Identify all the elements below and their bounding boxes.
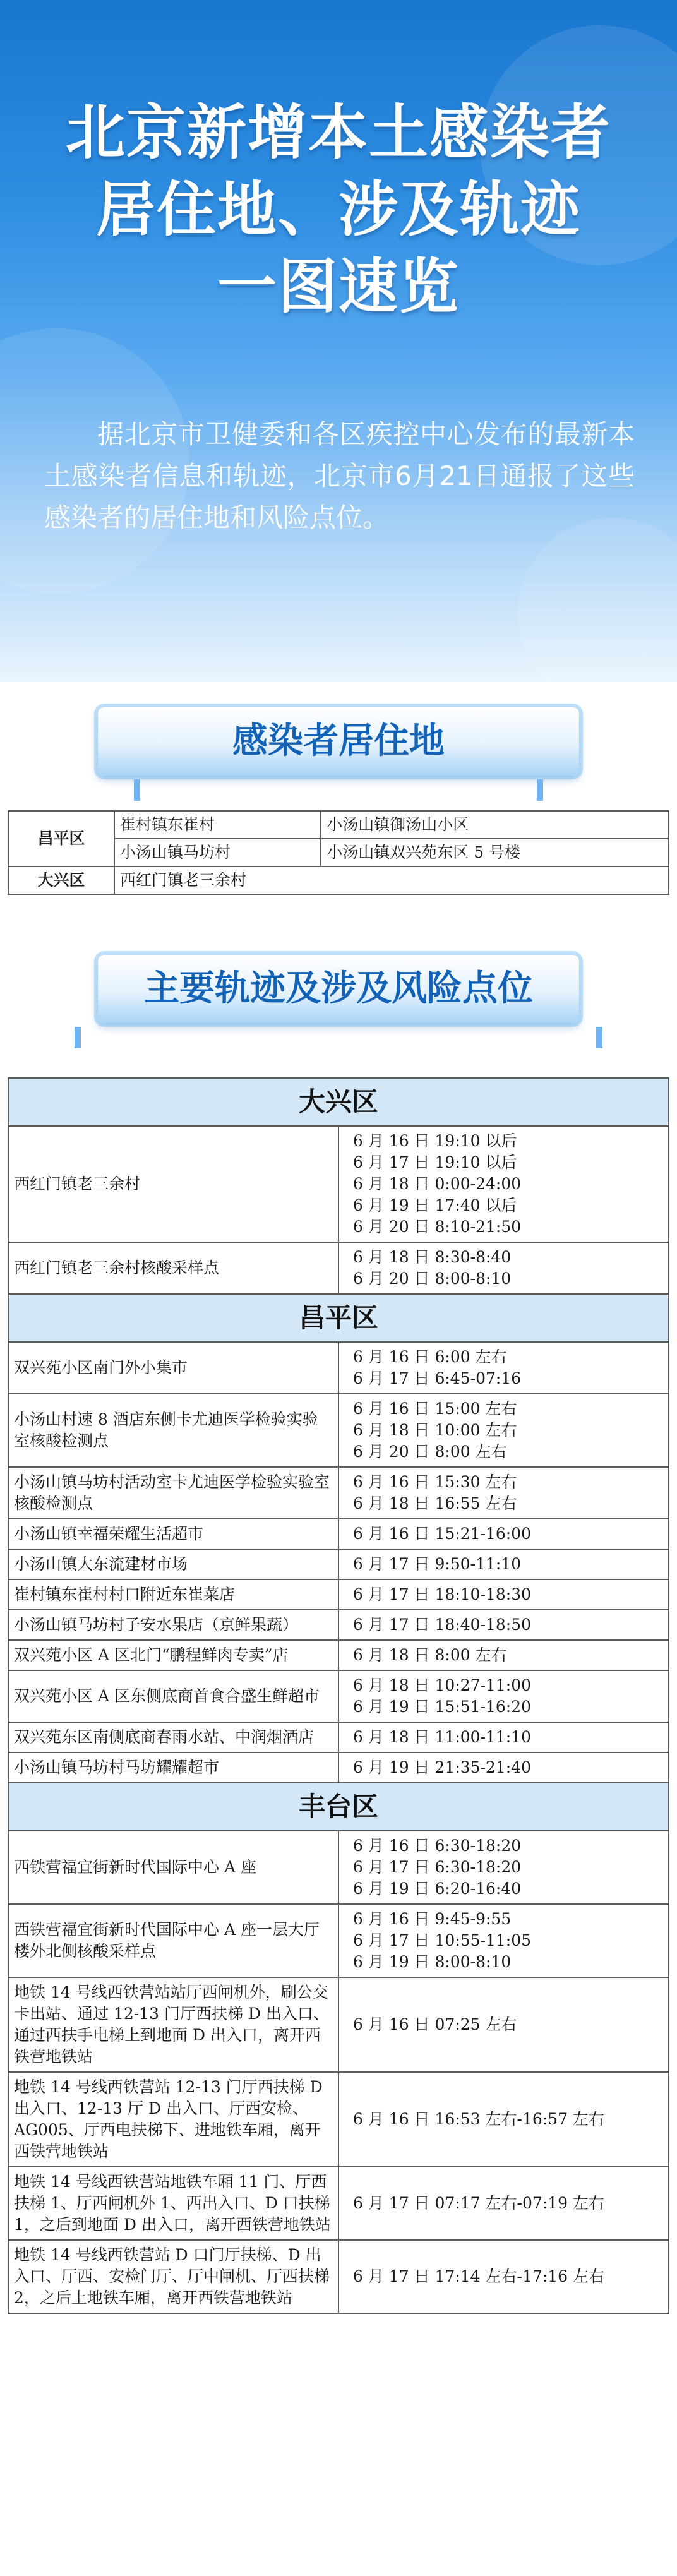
table-row	[8, 2072, 669, 2167]
time-entry: 6 月 19 日 8:00-8:10	[353, 1953, 512, 1971]
time-cell	[338, 1977, 669, 2072]
table-row	[8, 1519, 669, 1549]
table-row	[8, 1126, 669, 1242]
time-entry: 6 月 16 日 6:00 左右	[353, 1348, 507, 1366]
district-name: 丰台区	[8, 1783, 669, 1831]
table-row	[8, 1904, 669, 1977]
district-name: 大兴区	[8, 1078, 669, 1126]
time-cell	[338, 1831, 669, 1904]
table-row	[8, 2167, 669, 2240]
time-entry: 6 月 17 日 6:45-07:16	[353, 1369, 522, 1387]
residence-heading: 感染者居住地	[98, 707, 579, 776]
time-entry: 6 月 16 日 07:25 左右	[353, 2015, 517, 2034]
time-entry: 6 月 20 日 8:00 左右	[353, 1442, 507, 1461]
table-row	[8, 1549, 669, 1579]
table-row	[8, 866, 669, 894]
residence-cell: 西红门镇老三余村	[114, 866, 669, 894]
time-cell	[338, 1467, 669, 1519]
location-cell: 地铁 14 号线西铁营站 D 口门厅扶梯、D 出入口、厅西、安检门厅、厅中闸机、厅西扶梯 2，之后上地铁车厢，离开西铁营地铁站	[8, 2240, 338, 2313]
table-row	[8, 1640, 669, 1670]
time-entry: 6 月 16 日 15:21-16:00	[353, 1525, 532, 1543]
tracks-heading: 主要轨迹及涉及风险点位	[98, 955, 579, 1023]
location-cell: 小汤山镇马坊村子安水果店（京鲜果蔬）	[8, 1610, 338, 1640]
table-row	[8, 1977, 669, 2072]
location-cell: 小汤山镇马坊村马坊耀耀超市	[8, 1752, 338, 1783]
time-entry: 6 月 17 日 9:50-11:10	[353, 1555, 522, 1573]
table-row	[8, 1242, 669, 1294]
time-entry: 6 月 18 日 16:55 左右	[353, 1494, 517, 1513]
time-cell	[338, 1670, 669, 1722]
district-name: 昌平区	[8, 811, 114, 866]
time-cell	[338, 1519, 669, 1549]
table-row	[8, 1722, 669, 1752]
time-entry: 6 月 17 日 18:10-18:30	[353, 1585, 532, 1603]
time-entry: 6 月 18 日 11:00-11:10	[353, 1728, 532, 1746]
residence-cell: 小汤山镇御汤山小区	[321, 811, 669, 839]
time-cell	[338, 2072, 669, 2167]
header-banner	[0, 0, 677, 682]
time-entry: 6 月 19 日 6:20-16:40	[353, 1879, 522, 1898]
residence-table	[8, 810, 669, 895]
time-cell	[338, 1904, 669, 1977]
time-entry: 6 月 19 日 21:35-21:40	[353, 1758, 532, 1776]
time-cell	[338, 1549, 669, 1579]
time-cell	[338, 1579, 669, 1610]
table-row	[8, 1752, 669, 1783]
time-cell	[338, 1640, 669, 1670]
location-cell: 西铁营福宜街新时代国际中心 A 座一层大厅楼外北侧核酸采样点	[8, 1904, 338, 1977]
location-cell: 地铁 14 号线西铁营站站厅西闸机外，刷公交卡出站、通过 12-13 门厅西扶梯 D 出入口、通过西扶手电梯上到地面 D 出入口，离开西铁营地铁站	[8, 1977, 338, 2072]
table-row	[8, 2240, 669, 2313]
time-cell	[338, 2167, 669, 2240]
tracks-table	[8, 1077, 669, 2314]
location-cell: 双兴苑小区 A 区北门“鹏程鲜肉专卖”店	[8, 1640, 338, 1670]
location-cell: 地铁 14 号线西铁营站 12-13 门厅西扶梯 D 出入口、12-13 厅 D 出入口、厅西安检、AG005、厅西电扶梯下、进地铁车厢，离开西铁营地铁站	[8, 2072, 338, 2167]
time-entry: 6 月 16 日 15:30 左右	[353, 1473, 517, 1491]
residence-cell: 崔村镇东崔村	[114, 811, 321, 839]
table-row	[8, 811, 669, 839]
time-cell	[338, 1342, 669, 1394]
location-cell: 双兴苑小区南门外小集市	[8, 1342, 338, 1394]
table-row	[8, 1579, 669, 1610]
time-entry: 6 月 16 日 15:00 左右	[353, 1399, 517, 1418]
location-cell: 西红门镇老三余村	[8, 1126, 338, 1242]
residence-cell: 小汤山镇马坊村	[114, 839, 321, 866]
location-cell: 地铁 14 号线西铁营站地铁车厢 11 门、厅西扶梯 1、厅西闸机外 1、西出入口、D 口扶梯 1，之后到地面 D 出入口，离开西铁营地铁站	[8, 2167, 338, 2240]
page-title	[0, 95, 677, 326]
time-entry: 6 月 16 日 6:30-18:20	[353, 1836, 522, 1855]
title-line: 北京新增本土感染者	[65, 99, 611, 167]
banner-post	[596, 1027, 602, 1048]
table-row	[8, 1394, 669, 1467]
time-entry: 6 月 17 日 18:40-18:50	[353, 1615, 532, 1634]
time-cell	[338, 1722, 669, 1752]
district-name: 大兴区	[8, 866, 114, 894]
time-entry: 6 月 16 日 9:45-9:55	[353, 1910, 512, 1928]
time-cell	[338, 1752, 669, 1783]
time-entry: 6 月 19 日 17:40 以后	[353, 1196, 517, 1214]
time-entry: 6 月 17 日 07:17 左右-07:19 左右	[353, 2194, 604, 2212]
district-header-row	[8, 1078, 669, 1126]
decorative-bubble	[518, 518, 677, 682]
time-entry: 6 月 19 日 15:51-16:20	[353, 1698, 532, 1716]
time-entry: 6 月 18 日 10:00 左右	[353, 1421, 517, 1439]
location-cell: 西铁营福宜街新时代国际中心 A 座	[8, 1831, 338, 1904]
location-cell: 小汤山村速 8 酒店东侧卡尤迪医学检验实验室核酸检测点	[8, 1394, 338, 1467]
location-cell: 小汤山镇马坊村活动室卡尤迪医学检验实验室核酸检测点	[8, 1467, 338, 1519]
time-cell	[338, 1394, 669, 1467]
location-cell: 崔村镇东崔村村口附近东崔菜店	[8, 1579, 338, 1610]
time-entry: 6 月 20 日 8:00-8:10	[353, 1269, 512, 1288]
time-entry: 6 月 17 日 6:30-18:20	[353, 1858, 522, 1876]
location-cell: 双兴苑小区 A 区东侧底商首食合盛生鲜超市	[8, 1670, 338, 1722]
time-cell	[338, 1610, 669, 1640]
time-cell	[338, 1126, 669, 1242]
title-line: 居住地、涉及轨迹	[95, 176, 581, 244]
banner-post	[75, 1027, 81, 1048]
time-entry: 6 月 16 日 19:10 以后	[353, 1132, 517, 1150]
district-header-row	[8, 1294, 669, 1342]
time-entry: 6 月 18 日 8:00 左右	[353, 1646, 507, 1664]
time-cell	[338, 1242, 669, 1294]
time-entry: 6 月 18 日 10:27-11:00	[353, 1676, 532, 1694]
table-row	[8, 1670, 669, 1722]
table-row	[8, 1831, 669, 1904]
location-cell: 小汤山镇幸福荣耀生活超市	[8, 1519, 338, 1549]
district-header-row	[8, 1783, 669, 1831]
time-cell	[338, 2240, 669, 2313]
table-row	[8, 1467, 669, 1519]
location-cell: 小汤山镇大东流建材市场	[8, 1549, 338, 1579]
time-entry: 6 月 17 日 19:10 以后	[353, 1153, 517, 1171]
time-entry: 6 月 20 日 8:10-21:50	[353, 1218, 522, 1236]
intro-text: 据北京市卫健委和各区疾控中心发布的最新本土感染者信息和轨迹，北京市6月21日通报了这些感染者的居住地和风险点位。	[44, 419, 635, 533]
title-line: 一图速览	[217, 253, 460, 321]
banner-post	[537, 779, 543, 801]
table-row	[8, 1610, 669, 1640]
time-entry: 6 月 18 日 0:00-24:00	[353, 1175, 522, 1193]
time-entry: 6 月 17 日 17:14 左右-17:16 左右	[353, 2267, 604, 2285]
table-row	[8, 1342, 669, 1394]
district-name: 昌平区	[8, 1294, 669, 1342]
time-entry: 6 月 18 日 8:30-8:40	[353, 1248, 512, 1266]
time-entry: 6 月 17 日 10:55-11:05	[353, 1931, 532, 1950]
location-cell: 双兴苑东区南侧底商春雨水站、中润烟酒店	[8, 1722, 338, 1752]
location-cell: 西红门镇老三余村核酸采样点	[8, 1242, 338, 1294]
residence-cell: 小汤山镇双兴苑东区 5 号楼	[321, 839, 669, 866]
time-entry: 6 月 16 日 16:53 左右-16:57 左右	[353, 2110, 604, 2128]
banner-post	[134, 779, 140, 801]
